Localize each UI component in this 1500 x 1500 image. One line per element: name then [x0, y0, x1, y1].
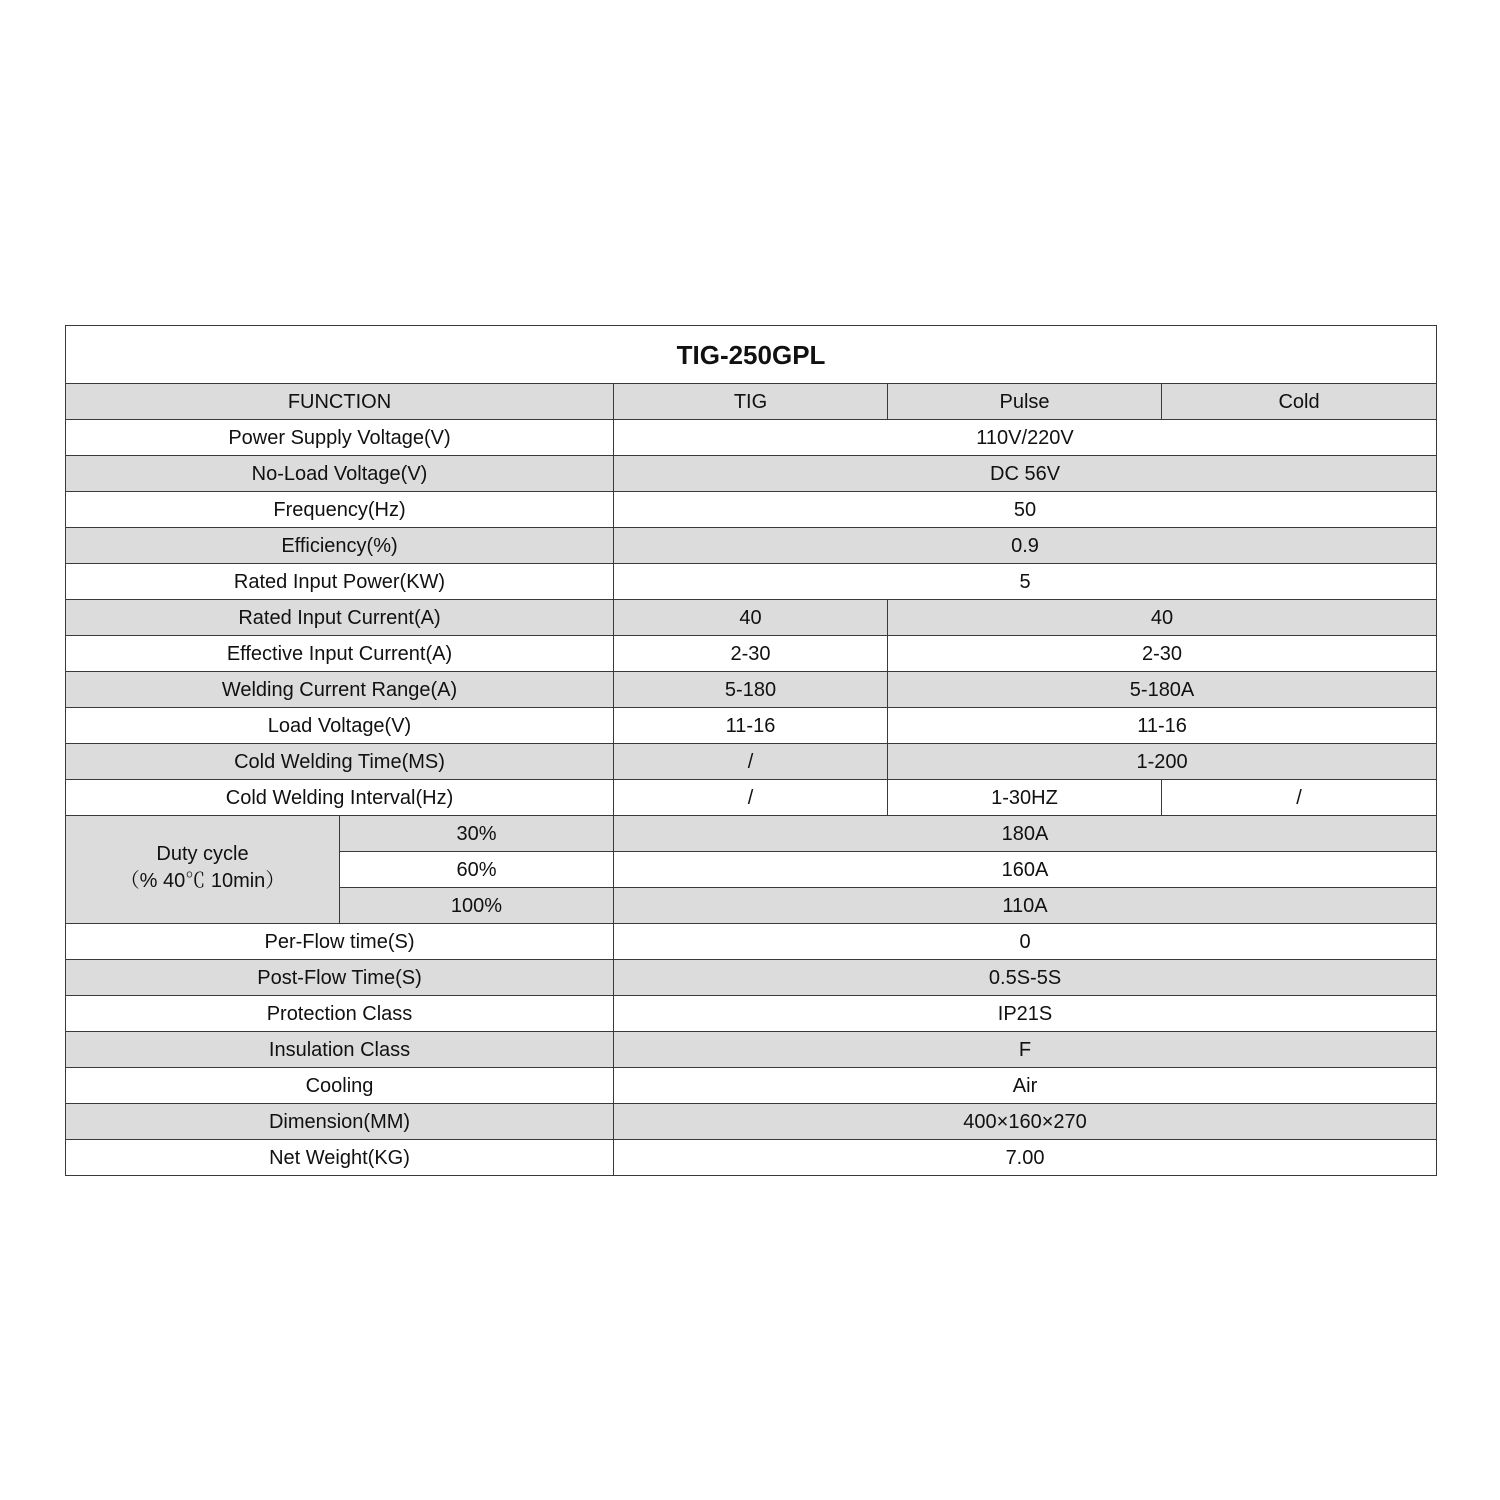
duty-cycle-title: Duty cycle [156, 842, 249, 865]
header-function: FUNCTION [66, 384, 614, 420]
table-row [66, 1104, 1437, 1140]
duty-cycle-row [66, 816, 1437, 852]
table-row [66, 744, 1437, 780]
row-label: Post-Flow Time(S) [66, 960, 614, 996]
row-value-tig: / [614, 780, 888, 816]
row-value-pulse-cold: 5-180A [888, 672, 1437, 708]
row-value-cold: / [1162, 780, 1437, 816]
row-value-pulse: 1-30HZ [888, 780, 1162, 816]
row-label: Dimension(MM) [66, 1104, 614, 1140]
title-row [66, 326, 1437, 384]
row-value-pulse-cold: 40 [888, 600, 1437, 636]
row-value: 110V/220V [614, 420, 1437, 456]
row-value: 7.00 [614, 1140, 1437, 1176]
table-row [66, 780, 1437, 816]
row-value: IP21S [614, 996, 1437, 1032]
header-cold: Cold [1162, 384, 1437, 420]
row-label: Protection Class [66, 996, 614, 1032]
table-row [66, 456, 1437, 492]
row-label: Power Supply Voltage(V) [66, 420, 614, 456]
row-label: Per-Flow time(S) [66, 924, 614, 960]
row-label: Cooling [66, 1068, 614, 1104]
duty-cycle-percent: 60% [340, 852, 614, 888]
row-label: Efficiency(%) [66, 528, 614, 564]
table-row [66, 924, 1437, 960]
table-row [66, 1140, 1437, 1176]
row-label: Cold Welding Time(MS) [66, 744, 614, 780]
header-tig: TIG [614, 384, 888, 420]
row-value: DC 56V [614, 456, 1437, 492]
row-label: No-Load Voltage(V) [66, 456, 614, 492]
row-label: Rated Input Current(A) [66, 600, 614, 636]
table-row [66, 636, 1437, 672]
row-value: Air [614, 1068, 1437, 1104]
row-value: 50 [614, 492, 1437, 528]
table-row [66, 564, 1437, 600]
table-row [66, 420, 1437, 456]
header-row [66, 384, 1437, 420]
row-label: Load Voltage(V) [66, 708, 614, 744]
header-pulse: Pulse [888, 384, 1162, 420]
row-value-tig: 40 [614, 600, 888, 636]
table-row [66, 960, 1437, 996]
row-label: Frequency(Hz) [66, 492, 614, 528]
row-value-tig: 2-30 [614, 636, 888, 672]
row-value: 5 [614, 564, 1437, 600]
duty-cycle-conditions: （% 40℃ 10min） [119, 869, 286, 892]
duty-cycle-percent: 30% [340, 816, 614, 852]
table-row [66, 528, 1437, 564]
duty-cycle-value: 180A [614, 816, 1437, 852]
row-label: Welding Current Range(A) [66, 672, 614, 708]
row-label: Insulation Class [66, 1032, 614, 1068]
table-row [66, 600, 1437, 636]
row-value-pulse-cold: 2-30 [888, 636, 1437, 672]
row-value: 0.5S-5S [614, 960, 1437, 996]
duty-cycle-percent: 100% [340, 888, 614, 924]
row-label: Rated Input Power(KW) [66, 564, 614, 600]
row-value-pulse-cold: 1-200 [888, 744, 1437, 780]
duty-cycle-value: 110A [614, 888, 1437, 924]
spec-table [65, 325, 1437, 1176]
table-row [66, 996, 1437, 1032]
row-value: 0.9 [614, 528, 1437, 564]
row-value-pulse-cold: 11-16 [888, 708, 1437, 744]
table-row [66, 1068, 1437, 1104]
table-title: TIG-250GPL [66, 326, 1437, 384]
row-label: Effective Input Current(A) [66, 636, 614, 672]
row-label: Net Weight(KG) [66, 1140, 614, 1176]
duty-cycle-label [66, 816, 340, 924]
row-value: F [614, 1032, 1437, 1068]
row-value-tig: / [614, 744, 888, 780]
row-value-tig: 5-180 [614, 672, 888, 708]
table-row [66, 1032, 1437, 1068]
table-row [66, 672, 1437, 708]
row-label: Cold Welding Interval(Hz) [66, 780, 614, 816]
row-value-tig: 11-16 [614, 708, 888, 744]
table-row [66, 708, 1437, 744]
row-value: 400×160×270 [614, 1104, 1437, 1140]
row-value: 0 [614, 924, 1437, 960]
table-row [66, 492, 1437, 528]
duty-cycle-value: 160A [614, 852, 1437, 888]
